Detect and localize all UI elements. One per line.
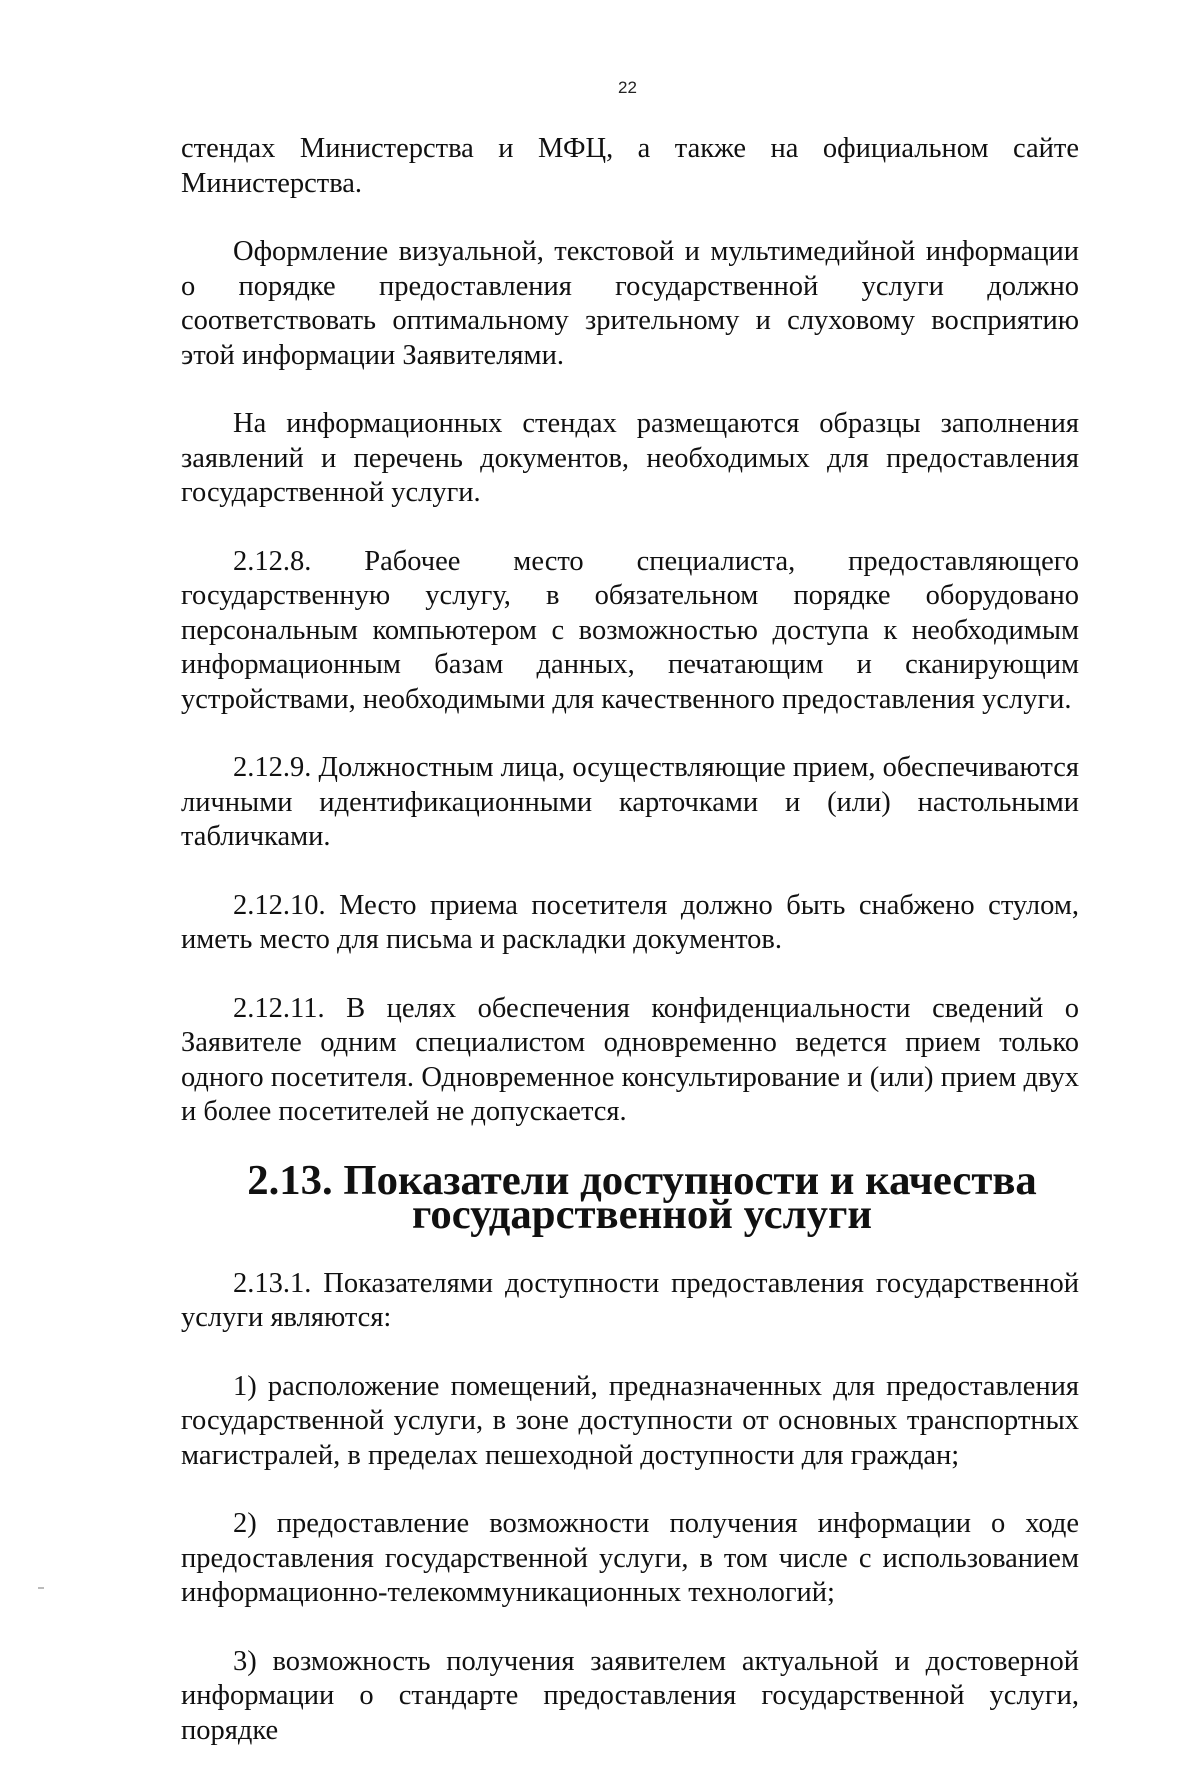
- section-heading-2-13: 2.13. Показатели доступности и качества государственной услуги: [247, 1156, 1037, 1238]
- scan-margin-mark: [38, 1587, 44, 1589]
- list-item-2: 2) предоставление возможности получения информации о ходе предоставления государственной услуги, в том числе с использованием информационно-телекоммуникационных технологий;: [181, 1508, 1079, 1608]
- list-item-3: 3) возможность получения заявителем актуальной и достоверной информации о стандарте предоставления государственной услуги, порядке: [181, 1645, 1079, 1746]
- page-number: 22: [618, 78, 637, 97]
- paragraph-info-stands: На информационных стендах размещаются образцы заполнения заявлений и перечень документов, необходимых для предоставления государственной услуги.: [181, 408, 1079, 508]
- paragraph-visual-info: Оформление визуальной, текстовой и мультимедийной информации о порядке предоставления государственной услуги должно соответствовать оптимальному зрительному и слуховому восприятию этой информации Заявителями.: [181, 236, 1079, 371]
- paragraph-2-12-11: 2.12.11. В целях обеспечения конфиденциальности сведений о Заявителе одним специалистом одновременно ведется прием только одного посетителя. Одновременное консультирование и (или) прием двух и более посетителей не допускается.: [181, 992, 1079, 1127]
- paragraph-2-13-1: 2.13.1. Показателями доступности предоставления государственной услуги являются:: [181, 1267, 1079, 1333]
- paragraph-2-12-8: 2.12.8. Рабочее место специалиста, предоставляющего государственную услугу, в обязательном порядке оборудовано персональным компьютером с возможностью доступа к необходимым информационным базам данных, печатающим и сканирующим устройствами, необходимыми для качественного предоставления услуги.: [181, 545, 1079, 715]
- paragraph-2-12-10: 2.12.10. Место приема посетителя должно быть снабжено стулом, иметь место для письма и раскладки документов.: [181, 889, 1079, 955]
- list-item-1: 1) расположение помещений, предназначенных для предоставления государственной услуги, в зоне доступности от основных транспортных магистралей, в пределах пешеходной доступности для граждан;: [181, 1370, 1079, 1471]
- paragraph-2-12-9: 2.12.9. Должностным лица, осуществляющие прием, обеспечиваются личными идентификационными карточками и (или) настольными табличками.: [181, 752, 1079, 852]
- paragraph-continuation: стендах Министерства и МФЦ, а также на официальном сайте Министерства.: [181, 133, 1079, 199]
- document-body: [181, 132, 1079, 1782]
